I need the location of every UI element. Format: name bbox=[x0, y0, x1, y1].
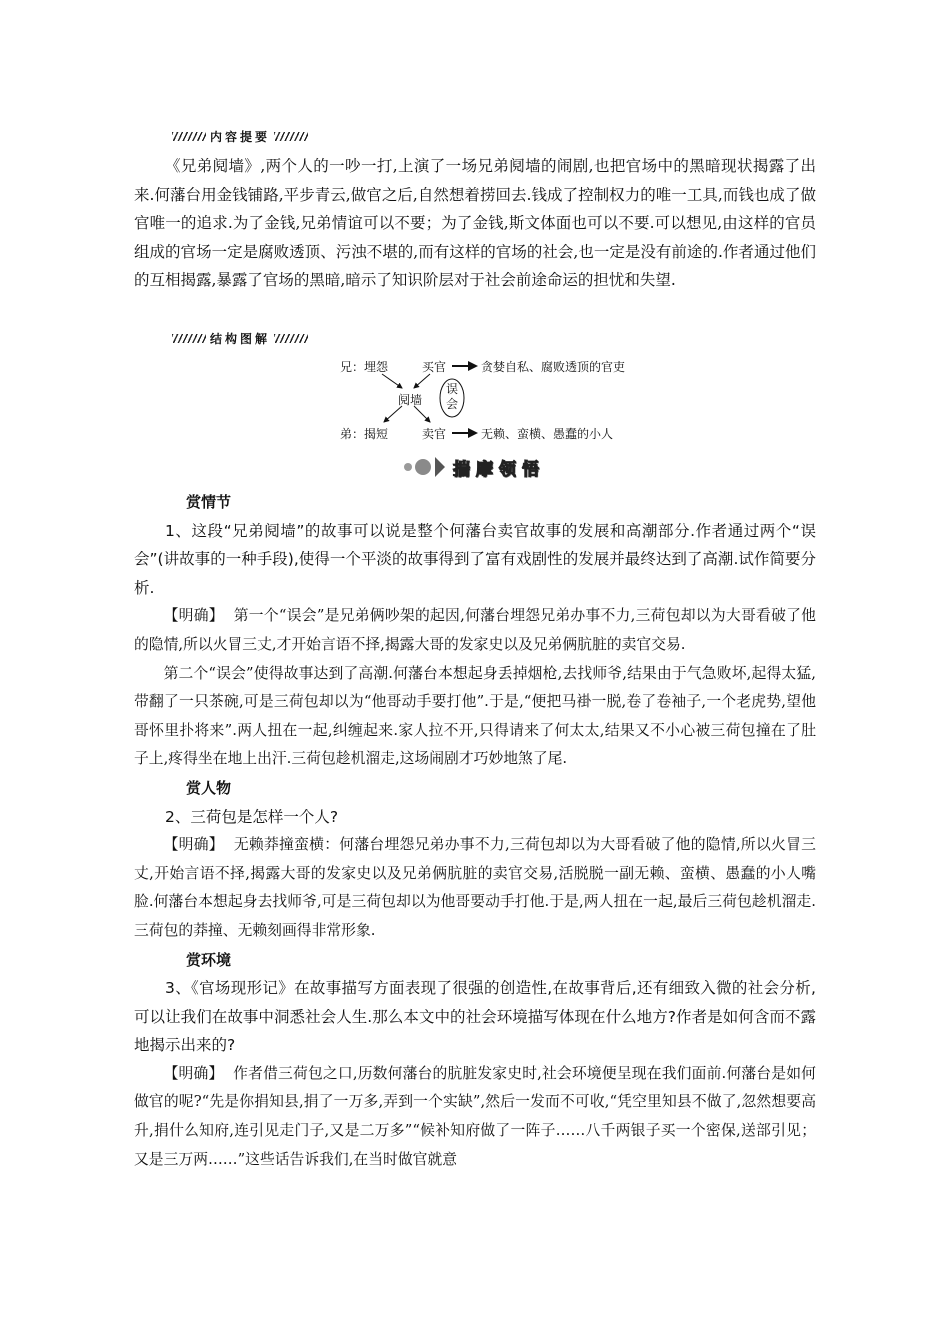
summary-paragraph: 《兄弟阋墙》,两个人的一吵一打,上演了一场兄弟阋墙的闹剧,也把官场中的黑暗现状揭露了出来.何藩台用金钱铺路,平步青云,做官之后,自然想着捞回去.钱成了控制权力的唯一工具,而钱也成了做官唯一的追求.为了金钱,兄弟情谊可以不要；为了金钱,斯文体面也可以不要.可以想见,由这样的官员组成的官场一定是腐败透顶、污浊不堪的,而有这样的官场的社会,也一定是没有前途的.作者通过他们的互相揭露,暴露了官场的黑暗,暗示了知识阶层对于社会前途命运的担忧和失望. bbox=[134, 157, 816, 290]
diagram-top-result: 贪婪自私、腐败透顶的官吏 bbox=[481, 360, 626, 374]
diagram-center: 阋墙 bbox=[398, 393, 423, 407]
answer-2-text: 无赖莽撞蛮横：何藩台埋怨兄弟办事不力,三荷包却以为大哥看破了他的隐情,所以火冒三丈,开始言语不择,揭露大哥的发家史以及兄弟俩肮脏的卖官交易,活脱脱一副无赖、蛮横、愚蠢的小人嘴脸.何藩台本想起身去找师爷,可是三荷包却以为他哥要动手打他.于是,两人扭在一起,最后三荷包趁机溜走.三荷包的莽撞、无赖刻画得非常形象. bbox=[134, 836, 816, 939]
bold-arrow-icon bbox=[452, 361, 478, 371]
answer-2 bbox=[134, 831, 816, 945]
structure-diagram bbox=[340, 352, 650, 444]
summary-heading-label: 内容提要 bbox=[210, 129, 271, 144]
summary-heading bbox=[172, 126, 308, 146]
hatch-decoration-right bbox=[274, 334, 308, 343]
answer-tag: 【明确】 bbox=[163, 836, 224, 854]
answer-1 bbox=[134, 602, 816, 659]
answer-tag: 【明确】 bbox=[163, 607, 224, 625]
question-1: 1、这段“兄弟阋墙”的故事可以说是整个何藩台卖官故事的发展和高潮部分.作者通过两个“误会”(讲故事的一种手段),使得一个平淡的故事得到了富有戏剧性的发展并最终达到了高潮.试作简要分析. bbox=[134, 521, 816, 597]
structure-heading-label: 结构图解 bbox=[210, 331, 271, 346]
diagram-bottom-result: 无赖、蛮横、愚蠢的小人 bbox=[481, 427, 614, 441]
section-title-plot: 赏情节 bbox=[186, 493, 232, 511]
section-banner bbox=[404, 454, 545, 480]
question-3: 3、《官场现形记》在故事描写方面表现了很强的创造性,在故事背后,还有细致入微的社会分析,可以让我们在故事中洞悉社会人生.那么本文中的社会环境描写体现在什么地方?作者是如何含而不露地揭示出来的? bbox=[134, 979, 816, 1055]
hatch-decoration-left bbox=[172, 132, 206, 141]
diagram-sell-office: 卖官 bbox=[422, 427, 447, 441]
diagram-brother-bottom: 弟：揭短 bbox=[340, 427, 389, 441]
answer-tag: 【明确】 bbox=[163, 1064, 224, 1082]
hatch-decoration-right bbox=[274, 132, 308, 141]
banner-label: 揣摩领悟 bbox=[453, 459, 545, 480]
answer-3-text: 作者借三荷包之口,历数何藩台的肮脏发家史时,社会环境便呈现在我们面前.何藩台是如何做官的呢?“先是你捐知县,捐了一万多,弄到一个实缺”,然后一发而不可收,“凭空里知县不做了,忽然想要高升,捐什么知府,连引见走门子,又是二万多”“候补知府做了一阵子……八千两银子买一个密保,送部引见；又是三万两……”这些话告诉我们,在当时做官就意 bbox=[134, 1064, 816, 1168]
appreciation-block bbox=[134, 488, 816, 1174]
section-title-character: 赏人物 bbox=[186, 778, 232, 797]
diagram-misunderstanding: 误会 bbox=[446, 382, 459, 411]
answer-1-continued: 第二个“误会”使得故事达到了高潮.何藩台本想起身丢掉烟枪,去找师爷,结果由于气急败坏,起得太猛,带翻了一只茶碗,可是三荷包却以为“他哥动手要打他”.于是,“便把马褂一脱,卷了卷袖子,一个老虎势,望他哥怀里扑将来”.两人扭在一起,纠缠起来.家人拉不开,只得请来了何太太,结果又不小心被三荷包撞在了肚子上,疼得坐在地上出汗.三荷包趁机溜走,这场闹剧才巧妙地煞了尾. bbox=[134, 664, 816, 768]
dot-icon bbox=[415, 459, 431, 475]
triangle-icon bbox=[435, 457, 445, 477]
summary-block bbox=[134, 152, 816, 295]
section-title-environment: 赏环境 bbox=[186, 950, 232, 969]
arrow-line bbox=[414, 374, 430, 388]
arrow-line bbox=[414, 406, 430, 422]
diagram-buy-office: 买官 bbox=[422, 360, 447, 374]
dot-icon bbox=[404, 463, 412, 471]
arrow-line bbox=[384, 406, 402, 422]
arrow-line bbox=[382, 374, 402, 388]
diagram-brother-top: 兄：埋怨 bbox=[340, 360, 389, 374]
answer-3 bbox=[134, 1060, 816, 1174]
hatch-decoration-left bbox=[172, 334, 206, 343]
question-2: 2、三荷包是怎样一个人? bbox=[165, 807, 339, 826]
bold-arrow-icon bbox=[452, 428, 478, 438]
answer-1-text: 第一个“误会”是兄弟俩吵架的起因,何藩台埋怨兄弟办事不力,三荷包却以为大哥看破了他的隐情,所以火冒三丈,才开始言语不择,揭露大哥的发家史以及兄弟俩肮脏的卖官交易. bbox=[134, 607, 816, 653]
structure-heading bbox=[172, 328, 308, 348]
